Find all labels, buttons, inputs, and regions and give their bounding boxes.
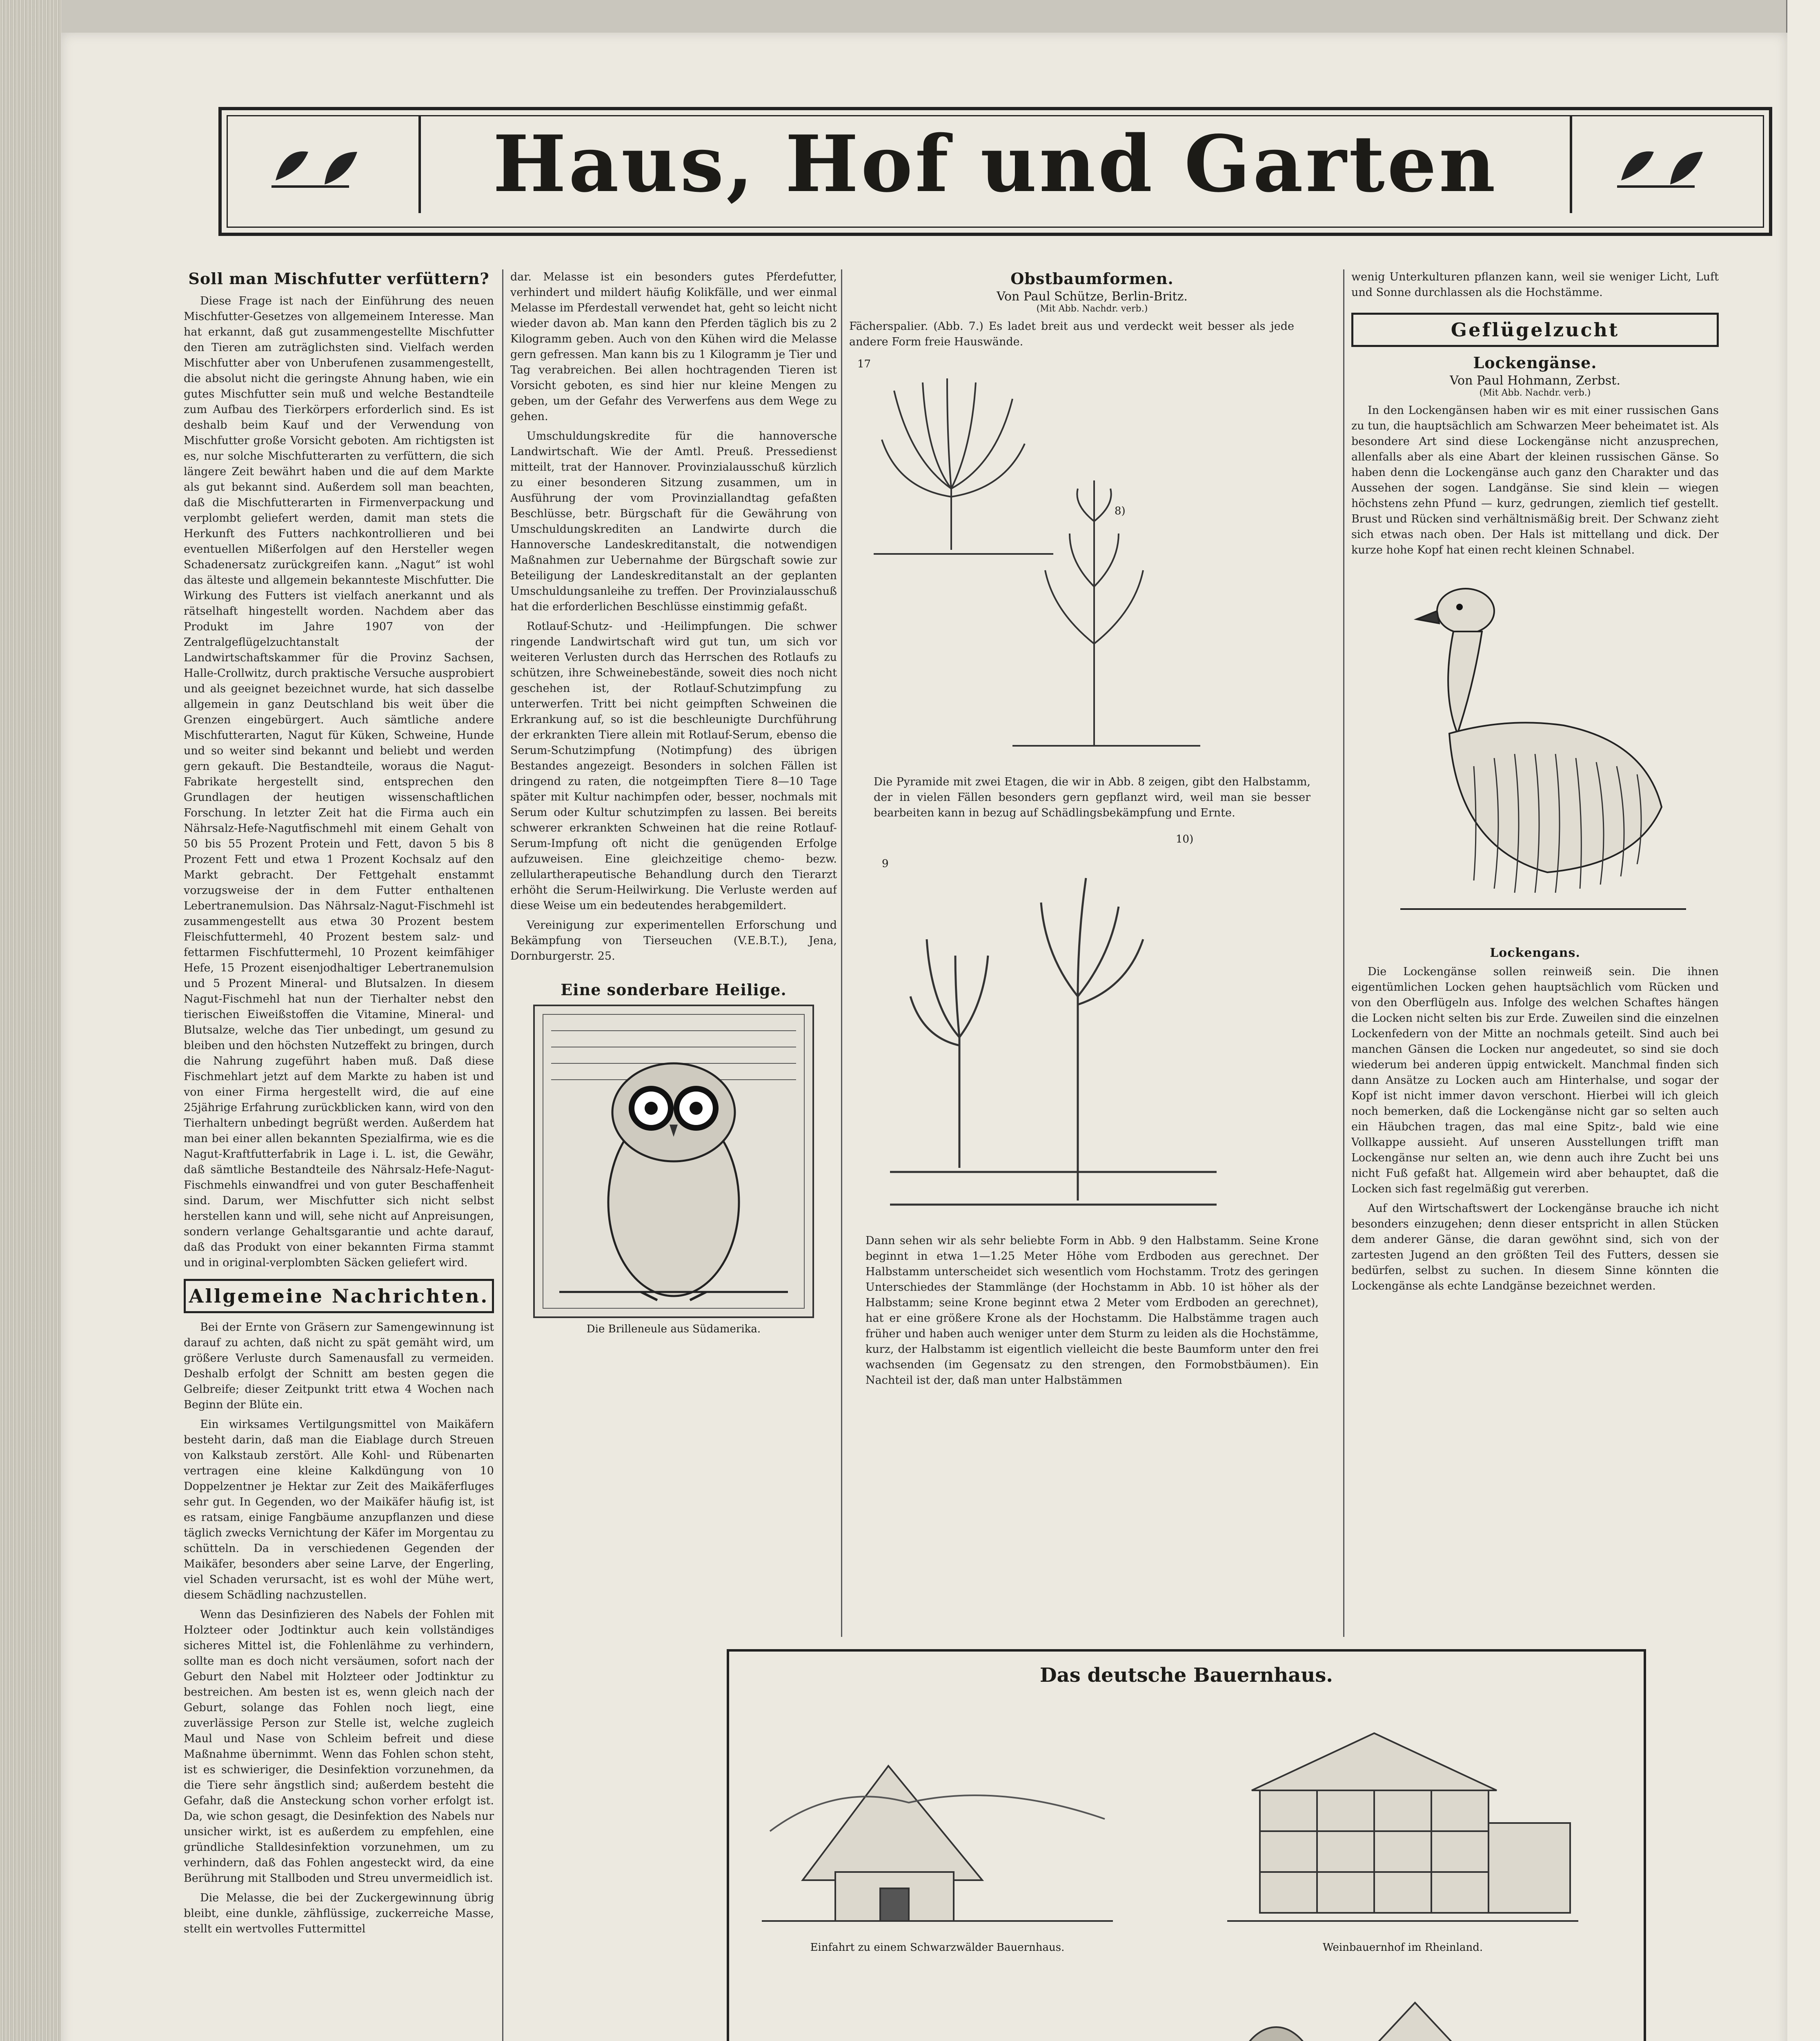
- byline: Von Paul Hohmann, Zerbst.: [1450, 374, 1620, 388]
- byline: Von Paul Schütze, Berlin-Britz.: [997, 289, 1188, 304]
- article-middle: Die Pyramide mit zwei Etagen, die wir in Abb. 8 zeigen, gibt den Halbstamm, der in vielen Fällen besonders gern gepflanzt wird, weil man sie besser bearbeiten kann in bezug auf Schädlingsbekämpfung und Ernte.: [874, 776, 1310, 819]
- article-body-nachrichten: [184, 1320, 494, 1937]
- article-body-lockengaense-2: [1351, 964, 1719, 1294]
- paragraph: Diese Frage ist nach der Einführung des neuen Mischfutter-Gesetzes von allgemeinem Interesse. Man hat erkannt, daß gut zusammengestellte Mischfutter den Tieren am zuträglichsten sind. Vielfach werden Mischfutter aber von Unberufenen zusammengestellt, die absolut nicht die geringste Ahnung haben, wie ein gutes Mischfutter sein muß und welche Bestandteile zum Aufbau des Tierkörpers erforderlich sind. Es ist deshalb beim Kauf und der Verwendung von Mischfutter große Vorsicht geboten. Am richtigsten ist es, nur solche Mischfutterarten zu verfüttern, die sich längere Zeit bewährt haben und die auf dem Markte als gut bekannt sind. Außerdem soll man beachten, daß die Mischfutterarten in Firmenverpackung und verplombt geliefert werden, damit man stets die Herkunft des Futters nachkontrollieren und bei eventuellen Mißerfolgen auf den Hersteller wegen Schadenersatz zurückgreifen kann. „Nagut“ ist wohl das älteste und allgemein bekannteste Mischfutter. Die Wirkung des Futters ist vielfach anerkannt und als rätselhaft hingestellt worden. Nachdem aber das Produkt im Jahre 1907 von der Zentralgeflügelzuchtanstalt der Landwirtschaftskammer für die Provinz Sachsen, Halle-Crollwitz, durch praktische Versuche ausprobiert und als geeignet bezeichnet wurde, hat sich dasselbe allgemein in ganz Deutschland bis weit über die Grenzen eingebürgert. Auch sämtliche andere Mischfutterarten, Nagut für Küken, Schweine, Hunde und so weiter sind bekannt und beliebt und werden gern gekauft. Die Bestandteile, woraus die Nagut-Fabrikate hergestellt sind, entsprechen den Grundlagen der heutigen wissenschaftlichen Forschung. In letzter Zeit hat die Firma auch ein Nährsalz-Hefe-Nagutfischmehl mit einem Gehalt von 50 bis 55 Prozent Protein und Fett, davon 5 bis 8 Prozent Fett und etwa 1 Prozent Kochsalz auf den Markt gebracht. Der Fettgehalt enstammt vorzugsweise der in dem Futter enthaltenen Lebertranemulsion. Das Nährsalz-Nagut-Fischmehl ist zusammengestellt aus etwa 30 Prozent bestem Fleischfuttermehl, 40 Prozent bestem salz- und fettarmen Fischfuttermehl, 10 Prozent keimfähiger Hefe, 15 Prozent eisenjodhaltiger Lebertranemulsion und 5 Prozent Mineral- und Blutsalzen. In diesem Nagut-Fischmehl hat nun der Tierhalter nebst den tierischen Eiweißstoffen die Vitamine, Mineral- und Blutsalze, welche das Tier unbedingt, um gesund zu bleiben und den höchsten Nutzeffekt zu bringen, durch die Nahrung zugeführt haben muß. Daß diese Fischmehlart jetzt auf dem Markte zu haben ist und von einer Firma hergestellt wird, die auf eine 25jährige Erfahrung zurückblicken kann, wird von den Tierhaltern unbedingt begrüßt werden. Außerdem hat man bei einer allen bekannten Spezialfirma, wie es die Nagut-Kraftfutterfabrik in Lage i. L. ist, die Gewähr, daß sämtliche Bestandteile des Nährsalz-Hefe-Nagut-Fischmehls einwandfrei und von guter Beschaffenheit sind. Darum, wer Mischfutter sich nicht selbst herstellen kann und will, sehe nicht auf Anpreisungen, sondern verlange Gehaltsgarantie und achte darauf, daß das Produkt von einer bekannten Firma stammt und in original-verplombten Säcken geliefert wird.: [184, 295, 494, 1269]
- article-body-lockengaense-1: [1351, 403, 1719, 558]
- article-heading-obstbaum: Obstbaumformen.: [1010, 269, 1174, 288]
- bauernhaus-box: [727, 1649, 1646, 2041]
- byline-note: (Mit Abb. Nachdr. verb.): [1479, 388, 1591, 398]
- goose-illustration: [1351, 562, 1719, 946]
- article-heading-owl: Eine sonderbare Heilige.: [561, 980, 787, 999]
- column-4: [1351, 269, 1719, 1637]
- paragraph: Bei der Ernte von Gräsern zur Samengewinnung ist darauf zu achten, daß nicht zu spät gemäht wird, um größere Verluste durch Samenausfall zu vermeiden. Deshalb erfolgt der Schnitt am besten gegen die Gelbreife; dieser Zeitpunkt tritt etwa 4 Wochen nach Beginn der Blüte ein.: [184, 1321, 494, 1411]
- column-divider: [841, 269, 842, 1637]
- paragraph: Auf den Wirtschaftswert der Lockengänse brauche ich nicht besonders einzugehen; denn dieser entspricht in allen Stücken dem anderer Gänse, die daran gewöhnt sind, sich von der zartesten Jugend an den größten Teil des Futters, dessen sie bedürfen, selbst zu suchen. In diesem Sinne könnten die Lockengänse als echte Landgänse bezeichnet werden.: [1351, 1202, 1719, 1292]
- figure-label: 17: [857, 358, 871, 370]
- figure-label: 8): [1115, 505, 1126, 517]
- paragraph: Vereinigung zur experimentellen Erforschung und Bekämpfung von Tierseuchen (V.E.B.T.), Jena, Dornburgerstr. 25.: [510, 919, 837, 963]
- paragraph: Die Melasse, die bei der Zuckergewinnung übrig bleibt, eine dunkle, zähflüssige, zuckerreiche Masse, stellt ein wertvolles Futtermittel: [184, 1892, 494, 1935]
- column-1: [184, 269, 494, 2041]
- figure-label: 9: [882, 858, 889, 870]
- article-heading-mischfutter: Soll man Mischfutter verfüttern?: [188, 269, 489, 288]
- masthead-right-ornament: [1570, 115, 1764, 213]
- figure-label: 10): [1176, 833, 1194, 845]
- book-page-edges: [0, 0, 61, 2041]
- column-divider: [1343, 269, 1344, 1637]
- paragraph: Die Lockengänse sollen reinweiß sein. Die ihnen eigentümlichen Locken gehen hauptsächlich vom Rücken und von den Oberflügeln aus. Infolge des welchen Schaftes hängen die Locken nicht selten bis zur Erde. Zuweilen sind die einzelnen Lockenfedern von der Mitte an nochmals geteilt. Sind auch bei manchen Gänsen die Locken nur angedeutet, so sind sie doch wiederum bei anderen üppig entwickelt. Manchmal finden sich dann Ansätze zu Locken auch am Hinterhalse, und sogar der Kopf ist nicht immer davon verschont. Hierbei will ich gleich noch bemerken, daß die Lockengänse nicht gar so selten auch ein Häubchen tragen, das mal eine Spitz-, bald wie eine Vollkappe aussieht. Auf unseren Ausstellungen trifft man Lockengänse nur selten an, wie denn auch ihre Zucht bei uns nicht Fuß gefaßt hat. Allgemein wird aber behauptet, daß die Locken sich fast regelmäßig gut vererben.: [1351, 965, 1719, 1195]
- article-body-mischfutter: [184, 293, 494, 1271]
- column-3: [849, 269, 1335, 1637]
- section-heading-gefluegelzucht: Geflügelzucht: [1351, 313, 1719, 347]
- article-body-melasse: [510, 269, 837, 964]
- byline-note: (Mit Abb. Nachdr. verb.): [1036, 304, 1148, 314]
- paragraph: Umschuldungskredite für die hannoversche Landwirtschaft. Wie der Amtl. Preuß. Pressedienst mitteilt, trat der Hannover. Provinzialausschuß kürzlich zu einer besonderen Sitzung zusammen, um in Ausführung der vom Provinziallandtag gefaßten Beschlüsse, betr. Bürgschaft für die Gewährung von Umschuldungskrediten an Landwirte durch die Hannoversche Landeskreditanstalt, die notwendigen Maßnahmen zur Uebernahme der Bürgschaft sowie zur Beteiligung der Landeskreditanstalt an der geplanten Umschuldungsanleihe zu treffen. Der Provinzialausschuß hat die erforderlichen Beschlüsse einstimmig gefaßt.: [510, 430, 837, 613]
- column-2: [510, 269, 837, 1637]
- newspaper-page: [61, 33, 1787, 2041]
- farmhouse-caption-2: Weinbauernhof im Rheinland.: [1322, 1941, 1483, 1954]
- bauernhaus-title: Das deutsche Bauernhaus.: [1040, 1664, 1333, 1687]
- farmhouse-illustration-1: [754, 1709, 1121, 1937]
- paragraph: Ein wirksames Vertilgungsmittel von Maikäfern besteht darin, daß man die Eiablage durch Streuen von Kalkstaub zerstört. Alle Kohl- und Rübenarten vertragen eine kleine Kalkdüngung von 10 Doppelzentner je Hektar zur Zeit des Maikäferfluges sehr gut. In Gegenden, wo der Maikäfer häufig ist, ist es ratsam, einige Fangbäume anzupflanzen und diese täglich zwecks Vernichtung der Käfer im Morgentau zu schütteln. Da in verschiedenen Gegenden der Maikäfer, besonders aber seine Larve, der Engerling, viel Schaden verursacht, ist es wohl der Mühe wert, diesem Schädling nachzustellen.: [184, 1418, 494, 1601]
- masthead-left-ornament: [227, 115, 421, 213]
- next-page-edge: [1786, 0, 1820, 2041]
- page-title: Haus, Hof und Garten: [493, 118, 1498, 209]
- paragraph: In den Lockengänsen haben wir es mit einer russischen Gans zu tun, die hauptsächlich am Schwarzen Meer beheimatet ist. Als besondere Art sind diese Lockengänse nicht anzusprechen, allenfalls aber als eine Abart der kleinen russischen Gänse. So haben denn die Lockengänse auch ganz den Charakter und das Aussehen der sogen. Landgänse. Sie sind klein — wiegen höchstens zehn Pfund — kurz, gedrungen, ziemlich tief gestellt. Brust und Rücken sind verhältnismäßig breit. Der Schwanz zieht sich etwas nach oben. Der Hals ist mittellang und dick. Der kurze hohe Kopf hat einen recht kleinen Schnabel.: [1351, 404, 1719, 556]
- paragraph: dar. Melasse ist ein besonders gutes Pferdefutter, verhindert und mildert häufig Kolikfälle, und wer einmal Melasse im Pferdestall verwendet hat, geht so leicht nicht wieder davon ab. Man kann den Pferden täglich bis zu 2 Kilogramm geben. Auch von den Kühen wird die Melasse gern gefressen. Man kann bis zu 1 Kilogramm je Tier und Tag verabreichen. Bei allen hochtragenden Tieren ist Vorsicht geboten, es sind hier nur kleine Mengen zu geben, um der Gefahr des Verwerfens aus dem Wege zu gehen.: [510, 271, 837, 423]
- goose-caption: Lockengans.: [1490, 946, 1580, 960]
- farmhouse-illustration-2: [1219, 1701, 1586, 1937]
- section-heading-allgemeine-nachrichten: Allgemeine Nachrichten.: [184, 1279, 494, 1313]
- masthead: [218, 107, 1772, 236]
- column-divider: [502, 269, 503, 2041]
- tree-illustration-bottom: [849, 833, 1335, 1233]
- farmhouse-illustration-3: [754, 1986, 1121, 2041]
- farmhouse-illustration-4: [1219, 1978, 1586, 2041]
- owl-caption: Die Brilleneule aus Südamerika.: [586, 1323, 761, 1335]
- article-heading-lockengaense: Lockengänse.: [1473, 354, 1597, 372]
- paragraph: Rotlauf-Schutz- und -Heilimpfungen. Die schwer ringende Landwirtschaft wird gut tun, um sich vor weiteren Verlusten durch das Herrschen des Rotlaufs zu schützen, ihre Schweinebestände, soweit dies noch nicht geschehen ist, der Rotlauf-Schutzimpfung zu unterwerfen. Tritt bei nicht geimpften Schweinen die Erkrankung auf, so ist die beschleunigte Durchführung der erkrankten Tiere allein mit Rotlauf-Serum, ebenso die Serum-Schutzimpfung (Notimpfung) des übrigen Bestandes angezeigt. Besonders in solchen Fällen ist dringend zu raten, die notgeimpften Tiere 8—10 Tage später mit Kultur nachimpfen oder, besser, nochmals mit Serum oder Kultur schutzimpfen zu lassen. Bei bereits schwerer erkrankten Schweinen hat die reine Rotlauf-Serum-Impfung oft nicht die genügenden Erfolge aufzuweisen. Eine gleichzeitige chemo- bezw. zellulartherapeutische Behandlung durch den Tierarzt erhöht die Serum-Heilwirkung. Die Verluste werden auf diese Weise um ein bedeutendes herabgemildert.: [510, 620, 837, 912]
- tree-illustration-top: [849, 358, 1335, 774]
- paragraph: Wenn das Desinfizieren des Nabels der Fohlen mit Holzteer oder Jodtinktur auch kein vollständiges sicheres Mittel ist, die Fohlenlähme zu verhindern, sollte man es doch nicht versäumen, sofort nach der Geburt den Nabel mit Holzteer oder Jodtinktur zu bestreichen. Am besten ist es, wenn gleich nach der Geburt, solange das Fohlen noch liegt, eine zuverlässige Person zur Stelle ist, welche zugleich Maul und Nase von Schleim befreit und diese Maßnahme übernimmt. Wenn das Fohlen schon steht, ist es schwieriger, die Desinfektion vorzunehmen, da die Tiere sehr ängstlich sind; außerdem besteht die Gefahr, daß die Ansteckung schon vorher erfolgt ist. Da, wie schon gesagt, die Desinfektion des Nabels nur unsicher wirkt, ist es außerdem zu empfehlen, eine gründliche Stalldesinfektion vorzunehmen, um zu verhindern, daß das Fohlen angesteckt wird, da eine Berührung mit Stallboden und Streu unvermeidlich ist.: [184, 1608, 494, 1885]
- article-intro: Fächerspalier. (Abb. 7.) Es ladet breit aus und verdeckt weit besser als jede andere Form freie Hauswände.: [849, 320, 1294, 348]
- farmhouse-caption-1: Einfahrt zu einem Schwarzwälder Bauernhaus.: [810, 1941, 1065, 1954]
- article-continuation: wenig Unterkulturen pflanzen kann, weil sie weniger Licht, Luft und Sonne durchlassen als die Hochstämme.: [1351, 271, 1719, 299]
- owl-illustration: [533, 1005, 814, 1318]
- article-end: Dann sehen wir als sehr beliebte Form in Abb. 9 den Halbstamm. Seine Krone beginnt in etwa 1—1.25 Meter Höhe vom Erdboden aus gerechnet. Der Halbstamm unterscheidet sich wesentlich vom Hochstamm. Trotz des geringen Unterschiedes der Stammlänge (der Hochstamm in Abb. 10 ist höher als der Halbstamm; seine Krone beginnt etwa 2 Meter vom Erdboden an gerechnet), hat er eine größere Krone als der Hochstamm. Die Halbstämme tragen auch früher und haben auch weniger unter dem Sturm zu leiden als die Hochstämme, kurz, der Halbstamm ist eigentlich vielleicht die beste Baumform unter den frei wachsenden (im Gegensatz zu den strengen, den Formobstbäumen). Ein Nachteil ist der, daß man unter Halbstämmen: [866, 1234, 1319, 1387]
